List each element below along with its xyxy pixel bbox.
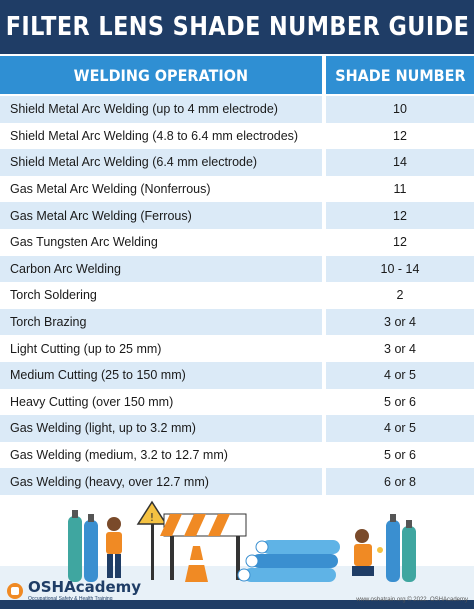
shade-cell: 12	[326, 202, 474, 229]
table-row	[0, 229, 474, 256]
logo-tagline: Occupational Safety & Health Training	[28, 596, 113, 602]
table-header	[0, 56, 474, 94]
operation-cell: Gas Welding (heavy, over 12.7 mm)	[0, 468, 322, 495]
table-row	[0, 282, 474, 309]
table-row	[0, 176, 474, 203]
operation-cell: Light Cutting (up to 25 mm)	[0, 335, 322, 362]
table-row	[0, 442, 474, 469]
operation-cell: Gas Metal Arc Welding (Ferrous)	[0, 202, 322, 229]
shade-cell: 2	[326, 282, 474, 309]
table-row	[0, 309, 474, 336]
operation-cell: Shield Metal Arc Welding (4.8 to 6.4 mm electrodes)	[0, 123, 322, 150]
operation-cell: Gas Welding (medium, 3.2 to 12.7 mm)	[0, 442, 322, 469]
operation-cell: Torch Brazing	[0, 309, 322, 336]
shade-cell: 3 or 4	[326, 335, 474, 362]
table-row	[0, 362, 474, 389]
shade-cell: 4 or 5	[326, 362, 474, 389]
table-row	[0, 468, 474, 495]
operation-cell: Heavy Cutting (over 150 mm)	[0, 389, 322, 416]
shade-cell: 5 or 6	[326, 389, 474, 416]
operation-cell: Torch Soldering	[0, 282, 322, 309]
title-banner	[0, 0, 474, 54]
column-header-shade: SHADE NUMBER	[334, 65, 466, 85]
operation-cell: Medium Cutting (25 to 150 mm)	[0, 362, 322, 389]
operation-cell: Carbon Arc Welding	[0, 256, 322, 283]
table-row	[0, 149, 474, 176]
shade-cell: 10	[326, 96, 474, 123]
table-row	[0, 123, 474, 150]
operation-cell: Gas Metal Arc Welding (Nonferrous)	[0, 176, 322, 203]
table-body	[0, 96, 474, 495]
logo-name: OSHAcademy	[28, 578, 142, 596]
table-row	[0, 335, 474, 362]
shade-cell: 4 or 5	[326, 415, 474, 442]
table-row	[0, 256, 474, 283]
shade-cell: 3 or 4	[326, 309, 474, 336]
shade-cell: 5 or 6	[326, 442, 474, 469]
table-row	[0, 202, 474, 229]
shade-cell: 12	[326, 123, 474, 150]
shade-cell: 14	[326, 149, 474, 176]
table-row	[0, 389, 474, 416]
table-row	[0, 96, 474, 123]
shade-cell: 12	[326, 229, 474, 256]
osha-academy-logo	[6, 580, 141, 602]
logo-mark-icon	[6, 582, 24, 600]
shade-cell: 6 or 8	[326, 468, 474, 495]
shade-cell: 10 - 14	[326, 256, 474, 283]
operation-cell: Shield Metal Arc Welding (6.4 mm electrode)	[0, 149, 322, 176]
svg-text:!: !	[149, 511, 155, 524]
page-title: FILTER LENS SHADE NUMBER GUIDE	[5, 12, 469, 42]
operation-cell: Gas Tungsten Arc Welding	[0, 229, 322, 256]
column-header-operation: WELDING OPERATION	[73, 65, 249, 85]
operation-cell: Shield Metal Arc Welding (up to 4 mm electrode)	[0, 96, 322, 123]
operation-cell: Gas Welding (light, up to 3.2 mm)	[0, 415, 322, 442]
shade-cell: 11	[326, 176, 474, 203]
credit-text: www.oshatrain.org © 2022. OSHAcademy	[356, 597, 468, 603]
table-row	[0, 415, 474, 442]
